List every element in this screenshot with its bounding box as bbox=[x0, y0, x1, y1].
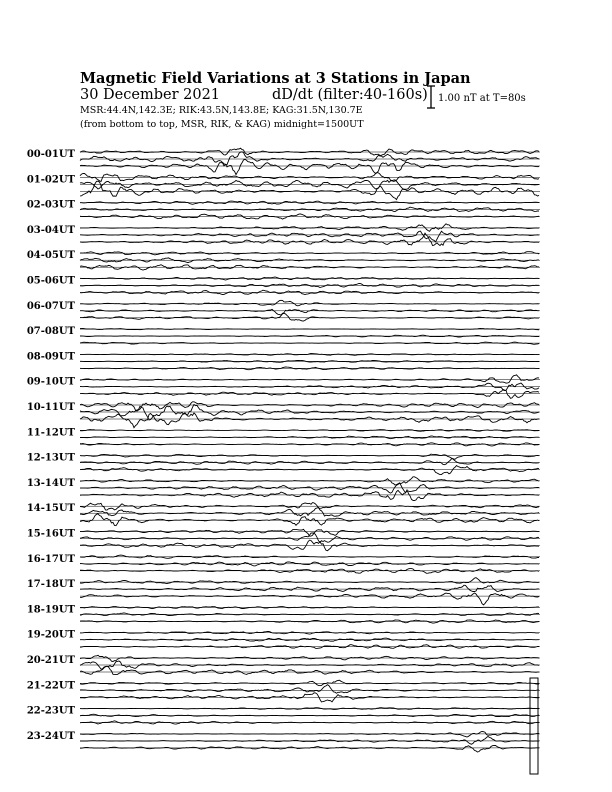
hour-label: 06-07UT bbox=[26, 300, 75, 312]
hour-label: 01-02UT bbox=[26, 174, 75, 186]
trace-msr bbox=[80, 593, 539, 605]
hour-label: 16-17UT bbox=[26, 553, 75, 565]
trace-rik bbox=[80, 585, 539, 591]
trace-kag bbox=[80, 375, 539, 383]
hour-label: 23-24UT bbox=[26, 730, 75, 742]
hour-label: 18-19UT bbox=[26, 604, 75, 616]
hour-label: 14-15UT bbox=[26, 503, 75, 515]
trace-kag bbox=[80, 277, 539, 280]
hour-label: 05-06UT bbox=[26, 275, 75, 287]
hour-label: 22-23UT bbox=[26, 705, 75, 717]
trace-rik bbox=[80, 613, 539, 616]
trace-rik bbox=[80, 335, 539, 337]
chart-title: Magnetic Field Variations at 3 Stations in Japan bbox=[80, 70, 471, 87]
trace-kag bbox=[80, 655, 539, 661]
trace-kag bbox=[80, 680, 539, 686]
trace-msr bbox=[80, 645, 539, 649]
trace-msr bbox=[80, 159, 539, 175]
hour-label: 07-08UT bbox=[26, 326, 75, 338]
trace-rik bbox=[80, 533, 539, 542]
trace-rik bbox=[80, 309, 539, 315]
trace-order-note: (from bottom to top, MSR, RIK, & KAG) midnight=1500UT bbox=[80, 119, 364, 130]
hour-label: 02-03UT bbox=[26, 199, 75, 211]
hour-label: 13-14UT bbox=[26, 477, 75, 489]
trace-kag bbox=[80, 328, 539, 329]
hour-label: 15-16UT bbox=[26, 528, 75, 540]
trace-rik bbox=[80, 152, 539, 165]
off-scale-spike bbox=[530, 678, 538, 774]
hour-label: 12-13UT bbox=[26, 452, 75, 464]
trace-rik bbox=[80, 507, 539, 516]
trace-msr bbox=[80, 745, 539, 752]
trace-rik bbox=[80, 638, 539, 641]
hour-label: 19-20UT bbox=[26, 629, 75, 641]
trace-rik bbox=[80, 685, 539, 694]
hour-label: 03-04UT bbox=[26, 224, 75, 236]
trace-kag bbox=[80, 578, 539, 584]
trace-rik bbox=[80, 736, 539, 744]
trace-msr bbox=[80, 313, 539, 321]
hour-rows bbox=[27, 148, 540, 774]
trace-msr bbox=[80, 490, 539, 501]
trace-msr bbox=[80, 514, 539, 526]
hour-label: 09-10UT bbox=[26, 376, 75, 388]
trace-msr bbox=[80, 389, 539, 398]
trace-rik bbox=[80, 180, 539, 190]
trace-kag bbox=[80, 607, 539, 609]
trace-kag bbox=[80, 402, 539, 411]
hour-label: 04-05UT bbox=[26, 250, 75, 262]
trace-kag bbox=[80, 300, 539, 306]
trace-kag bbox=[80, 454, 539, 459]
trace-rik bbox=[80, 207, 539, 211]
hour-label: 17-18UT bbox=[26, 579, 75, 591]
hour-label: 10-11UT bbox=[26, 402, 75, 413]
hour-label: 21-22UT bbox=[26, 680, 75, 692]
hour-label: 08-09UT bbox=[26, 351, 75, 363]
trace-kag bbox=[80, 708, 539, 710]
trace-msr bbox=[80, 367, 539, 370]
station-coordinates: MSR:44.4N,142.3E; RIK:43.5N,143.8E; KAG:31.5N,130.7E bbox=[80, 105, 363, 116]
hour-label: 20-21UT bbox=[26, 655, 75, 666]
scale-bar-label: 1.00 nT at T=80s bbox=[438, 93, 526, 104]
chart-date: 30 December 2021 bbox=[80, 87, 221, 103]
hour-label: 11-12UT bbox=[26, 427, 75, 439]
trace-msr bbox=[80, 666, 539, 674]
trace-rik bbox=[80, 458, 539, 464]
trace-rik bbox=[80, 231, 539, 242]
trace-kag bbox=[80, 252, 539, 255]
trace-kag bbox=[80, 224, 539, 232]
trace-msr bbox=[80, 466, 539, 475]
chart-quantity: dD/dt (filter:40-160s) bbox=[272, 87, 428, 103]
trace-msr bbox=[80, 342, 539, 344]
trace-rik bbox=[80, 284, 539, 288]
trace-kag bbox=[80, 732, 539, 738]
hour-label: 00-01UT bbox=[26, 149, 75, 160]
